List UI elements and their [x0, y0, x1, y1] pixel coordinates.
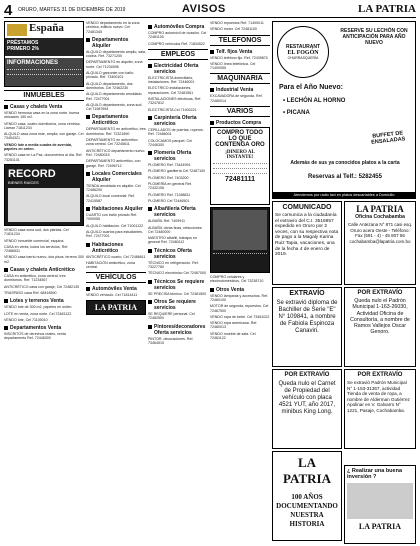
extra-text: Además de sus ya conocidos platos a la carta — [290, 160, 400, 166]
classified-ad: VENDO ropa americana. Ref. 72480013 — [210, 321, 258, 330]
category-header: Industrial Venta — [210, 87, 270, 93]
extravio-text: Se extravió diploma de Bachiller de Serie "E" N° 109841, a nombre de Fabiola Espinoza Canaviri. — [276, 300, 338, 334]
espana-loans-banner — [5, 38, 83, 56]
restaurant-logo-icon: RESTAURANT EL FOGÓN CHURRASQUERÍA — [277, 26, 329, 78]
category-header: Locales Comerciales Alquiler — [86, 171, 146, 183]
classified-ad: ALQUILO local comercial. Ref. 72415587 — [86, 194, 135, 203]
classified-ad: VENDO línea telefónica. Cel 71400055 — [210, 61, 256, 71]
extravio-text: Se extravió Padrón Municipal N° 1-153-31367, actividad Tienda de venta de ropa, a nombre de Alderman Gutiérrez Apolinar en V. Galvarro N° 1221, Pasaje, Cochabamba. — [347, 380, 410, 413]
category-bullet-icon — [148, 116, 152, 120]
por-extravio-ad — [272, 369, 342, 449]
espana-line: PRÉSTAMOS — [7, 40, 39, 46]
classified-ad: ELECTRICISTA Cel 71400221 — [148, 107, 197, 112]
classified-ad: PLOMERÍA en general Ref. 72432106 — [148, 182, 192, 191]
classified-ad: TIENDA amoblada en alquiler. Cel 72486200 — [86, 183, 141, 193]
category-header: Automóviles Compra — [148, 24, 208, 30]
cochabamba-office-ad — [344, 201, 416, 285]
classified-ad: VENDO casa zona sud, dos plantas. Cel 71811234 — [4, 227, 69, 237]
column-6 — [344, 201, 416, 451]
classified-ad: ALQUILO departamento, dos dormitorios. Cel 72462230 — [86, 81, 133, 90]
category-header: Lotes y terrenos Venta — [4, 298, 84, 304]
classified-ad: MOTOR de segunda, repuestos. Cel 72467500 — [210, 304, 269, 313]
extravio-ad — [272, 287, 342, 367]
classified-ad: DEPARTAMENTO en anticrético zona central. Cel 73245611 — [86, 138, 138, 147]
classified-ad: PLOMERO Ref. 71288811 — [148, 192, 191, 197]
category-bullet-icon — [86, 172, 90, 176]
extravio-title: POR EXTRAVÍO — [357, 372, 403, 378]
category-bullet-icon — [148, 25, 152, 29]
category-header: Departamentos Venta — [4, 325, 84, 331]
classified-ad: CASA en anticrético, zona central, tres dormitorios. Ref. 71234567 — [4, 274, 66, 283]
classified-ad: ANTICRÉTICO cuarto, Cel 72486611 — [86, 254, 146, 259]
comunicado-text: Se comunica a la ciudadanía el extravío del C.I. 3516957 expedido en Oruro por 2 veces, con su respectiva nota de pago a la Magaly Karina Ruiz Tapia, vacaciones, una de la fecha 4 de enero de 2019. — [275, 213, 339, 258]
column-4 — [210, 21, 270, 342]
classified-ad: ELECTRICISTA domiciliario, instalaciones. Ref. 72446001 — [148, 75, 195, 85]
informaciones-label: INFORMACIONES — [7, 60, 58, 66]
centenary-subtitle: 100 AÑOS DOCUMENTANDO NUESTRA HISTORIA — [276, 493, 338, 528]
section-empleos: EMPLEOS — [148, 49, 208, 60]
reserve-text: RESERVE SU LECHÓN CON ANTICIPACIÓN PARA AÑO NUEVO — [340, 28, 408, 46]
category-bullet-icon — [148, 64, 152, 68]
investment-question: ¿ Realizar una buena inversión ? — [347, 468, 403, 480]
classified-ad: TÉCNICO en refrigeración. Ref. 73227780 — [148, 260, 199, 270]
compro-photo — [213, 210, 267, 250]
category-header: Otros Se requiere servicios — [148, 299, 208, 311]
centenary-ad — [272, 451, 342, 541]
classified-ad: PINTOR, decoraciones. Ref. 73464515 — [148, 336, 194, 345]
section-telefonos: TELEFONOS — [210, 35, 270, 46]
category-header: Técnicos Oferta servicios — [148, 248, 208, 260]
classified-ad: VENDO mueble de sala. Cel 72461122 — [210, 331, 256, 341]
category-header: Habitaciones Alquiler — [86, 206, 146, 212]
classified-ad: SE PRECISA técnico. Cel 72481500 — [148, 291, 207, 296]
issue-date: ORURO, MARTES 31 DE DICIEMBRE DE 2019 — [18, 7, 126, 13]
category-bullet-icon — [86, 38, 90, 42]
category-header: Casas y chalets Venta — [4, 104, 84, 110]
category-bullet-icon — [86, 243, 90, 247]
office-title: Oficina Cochabamba — [355, 214, 405, 220]
page-header — [4, 2, 416, 18]
classified-ad: VENDO casa en La Paz, documentos al día. Ref. 73281101 — [4, 153, 83, 162]
category-header: Plomería Oferta servicios — [148, 150, 208, 162]
classified-ad: ANTICRÉTICO departamento nuevo. Ref. 72480015 — [86, 148, 146, 157]
por-extravio-ad — [344, 287, 416, 367]
category-bullet-icon — [86, 287, 90, 291]
classified-ad: DEPARTAMENTO anticrético, con garaje. Ref. 72496712 — [86, 159, 141, 168]
category-header: Casas y chalets Anticrético — [4, 267, 84, 273]
column-1 — [4, 21, 84, 343]
menu-item: • PICANA — [283, 110, 310, 116]
classified-ad: PLOMERO Ref. 7403200 — [148, 175, 189, 180]
category-bullet-icon — [148, 207, 152, 211]
espana-title: España — [29, 22, 64, 34]
category-bullet-icon — [86, 115, 90, 119]
compro-phone: 72481111 — [225, 176, 255, 184]
extravio-text: Queda nulo el Carnet de Propiedad del vehículo con placa 4521 YUT, año 2017, minibus King Long. — [278, 381, 336, 415]
classified-ad: VENDO inmueble comercial, esquina. — [4, 238, 65, 243]
classified-ad: VENDO lote a media cuadra de avenida, papeles en orden. — [4, 142, 72, 152]
record-title: RECORD — [8, 167, 56, 180]
classified-ad: TÉCNICO electrónico Cel 72467000 — [148, 271, 206, 276]
category-header: Automóviles Venta — [86, 286, 146, 292]
classified-ad: ALQUILO cuartos para estudiantes. Ref. 72477001 — [86, 229, 143, 239]
centenary-brand: LA PATRIA — [283, 455, 331, 486]
category-bullet-icon — [148, 249, 152, 253]
classified-ad: CUARTO con baño privado Ref. 7090055 — [86, 213, 138, 222]
newspaper-brand: LA PATRIA — [358, 3, 416, 15]
category-bullet-icon — [148, 280, 152, 284]
section-varios: VARIOS — [210, 106, 270, 117]
classified-ad: ELECTRICO instalaciones, reparaciones. Cel 72481561 — [148, 86, 194, 95]
category-header: Departamentos Anticrético — [86, 114, 146, 126]
section-inmuebles: INMUEBLES — [4, 90, 84, 101]
classified-ad: COLOCAMOS parquet. Cel 72446300 — [148, 138, 192, 147]
classified-ad: MAESTRO albañil, trabajos en general Ref. 72480112 — [148, 236, 197, 245]
category-bullet-icon — [148, 300, 152, 304]
classified-ad: CEPILLADOS de puertas, roperos. Ref. 72486001 — [148, 127, 204, 137]
classified-ad: COMPRO automóvil de ocasión. Cel 72481100 — [148, 31, 207, 40]
record-ad — [4, 164, 84, 226]
category-bullet-icon — [4, 299, 8, 303]
category-header: Habitaciones Anticrético — [86, 242, 146, 254]
category-bullet-icon — [210, 88, 214, 92]
classified-ad: VENDO lote de 300 m2, papeles en orden. — [4, 305, 73, 310]
extravio-title: POR EXTRAVÍO — [357, 290, 403, 296]
espana-logo-icon — [7, 24, 27, 36]
classified-ad: ALQUILO garzonier con baño privado. Ref. 73400101 — [86, 71, 134, 80]
category-header: Telf. fijos Venta — [210, 49, 270, 55]
comunicado-title: COMUNICADO — [282, 204, 332, 211]
buffet-text: BUFFET DE ENSALADAS — [370, 130, 406, 146]
classified-ad: INSTALACIONES eléctricas, Ref. 73247812 — [148, 97, 202, 106]
espana-info-banner — [5, 58, 83, 87]
investment-brand: LA PATRIA — [358, 522, 402, 531]
category-bullet-icon — [210, 288, 214, 292]
delivery-banner: Atendemos por radio taxi en platos descartables a Domicilio — [273, 192, 415, 198]
compro-dark-ad — [210, 207, 270, 273]
office-brand: LA PATRIA — [356, 204, 404, 214]
classified-ad: COMPRO vehículos Ref. 71834522 — [148, 41, 205, 46]
investment-ad — [344, 465, 416, 544]
column-3 — [148, 21, 208, 347]
classified-ad: EXCAVADORA de segunda. Ref. 72480014 — [210, 94, 263, 103]
category-header: Carpintería Oferta servicios — [148, 115, 208, 127]
compro-title: COMPRO TODO LO QUE CONTENGA ORO — [215, 130, 265, 149]
brand-box: LA PATRIA — [86, 300, 146, 315]
category-bullet-icon — [210, 50, 214, 54]
classified-ad: TRASPASO casa Ref. 68418590 — [4, 290, 57, 295]
classified-ad: HABITACIÓN anticrético, zona central. — [86, 260, 135, 270]
classified-ad: CASA en venta, todos los servicios, Ref. 72486531 — [4, 244, 69, 254]
category-bullet-icon — [148, 151, 152, 155]
record-subtitle: BIENES RAÍCES — [8, 179, 39, 185]
classified-ad: ALBAÑIL Ref. 7409911 — [148, 219, 185, 224]
classified-ad: COMPRO celulares y electrodomésticos, Cel 73238710 — [210, 275, 264, 284]
compro-subtitle: ¡DINERO AL INSTANTE! — [225, 150, 255, 161]
section-title: AVISOS — [182, 3, 226, 15]
espana-ad — [4, 21, 84, 87]
classified-ad: VENDO teléfono fijo. Ref. 72439870 — [210, 55, 268, 60]
classified-ad: ALQUILO departamento amplio, sala, cocina. Ref. 73271200 — [86, 49, 146, 59]
classified-ad: ALBAÑIL obras finas, refacciones. Cel 72480000 — [148, 225, 203, 234]
category-header: Otros Venta — [210, 287, 270, 293]
category-bullet-icon — [148, 325, 152, 329]
reservas-phone: Reservas al Telf.: 5282455 — [308, 174, 382, 180]
comunicado-ad — [272, 201, 342, 285]
ano-nuevo-heading: Para el Año Nuevo: — [279, 84, 343, 91]
category-bullet-icon — [210, 121, 214, 125]
classified-ad: PLOMERO Cel 72446501 — [148, 198, 190, 203]
extravio-title: EXTRAVÍO — [289, 290, 325, 297]
classified-ad: DEPARTAMENTO en anticrético, tres dormitorios. Ref. 72321890 — [86, 127, 146, 136]
column-2 — [86, 21, 146, 317]
category-header: Pintores/decoradores Oferta servicios — [148, 324, 208, 336]
classified-ad: VENDO repuestos Ref. 71400011 — [210, 21, 264, 25]
section-maquinaria: MAQUINARIA — [210, 73, 270, 84]
classified-ad: ALQUILO habitación. Cel 71001122 — [86, 223, 144, 228]
classified-ad: VENDO hermosa casa en la zona norte, buena ubicación 150 m2. — [4, 111, 80, 120]
classified-ad: ALQUILO departamento amoblado. Ref. 72477001 — [86, 92, 143, 101]
page-number: 4 — [4, 2, 13, 19]
classified-ad: LOTE en venta, zona norte. Cel 72481122 — [4, 311, 72, 316]
office-text: Calle Antezana N° 871 casi esq. Oruro acera Oeste - Teléfono: Fax (591 - 4) - 45 807 56 cochabamba@lapatria.com.bo — [347, 222, 413, 244]
category-header: Técnicos Se requiere servicios — [148, 279, 208, 291]
category-header: Albañilería Oferta servicios — [148, 206, 208, 218]
category-bullet-icon — [4, 326, 8, 330]
classified-ad: VENDO lámparas y accesorios. Ref. 72480100 — [210, 293, 269, 302]
restaurant-ad — [272, 21, 416, 199]
category-bullet-icon — [4, 268, 8, 272]
espana-line: PRIMERO 2% — [7, 46, 39, 52]
section-vehiculos: VEHÍCULOS — [86, 272, 146, 283]
classified-ad: PLOMERO gasfitería Cel 72487100 — [148, 169, 206, 174]
classified-ad: VENDO departamento en la zona céntrica, edificio nuevo. Cel 72481345 — [86, 21, 140, 34]
classified-ad: ALQUILO casa zona este, amplia, con garaje. Cel 73454321 — [4, 132, 84, 141]
column-5 — [272, 201, 342, 543]
classified-ad: VENDO ropa de bebé. Cel 73451022 — [210, 314, 270, 319]
investment-photo — [347, 483, 413, 519]
classified-ad: DEPARTAMENTO en alquiler, zona norte. Cel 71234598 — [86, 60, 143, 69]
category-header: Electricidad Oferta servicios — [148, 63, 208, 75]
por-extravio-ad — [344, 369, 416, 449]
classified-ad: VENDO vehículo. Cel 71814411 — [86, 293, 138, 298]
classified-ad: PLOMERO Ref. 73444991 — [148, 163, 191, 168]
extravio-text: Queda nulo el Padrón Municipal 1-163-26030, Actividad Oficina de Consultoría, a nombre de Ramos Vallejos Oscar Genoro. — [350, 298, 410, 336]
category-bullet-icon — [4, 105, 8, 109]
menu-item: • LECHÓN AL HORNO — [283, 98, 346, 104]
classified-ad: VENDO casa, cuatro dormitorios, zona céntrica. Llamar 71811234 — [4, 121, 81, 130]
classified-ad: VENDO casa barrio nuevo, dos pisos, terreno 300 m2. — [4, 255, 84, 264]
classified-ad: ANTICRÉTICO casa con garaje, Cel 72482135 — [4, 284, 80, 289]
extravio-title: POR EXTRAVÍO — [284, 372, 330, 378]
category-header: Productos Compra — [210, 120, 270, 126]
classified-ad: VENDO lote, Cel 71100010 — [4, 317, 48, 322]
classified-ad: SE REQUIERE personal. Cel 72482500 — [148, 311, 195, 321]
classified-ad: INSCRITOS de derechos reales, venta departamento Ref. 72446300 — [4, 332, 66, 341]
category-bullet-icon — [86, 207, 90, 211]
record-photo — [8, 188, 80, 222]
classified-ad: ALQUILO departamento, zona sud. Cel 71987654 — [86, 102, 143, 112]
classified-ad: VENDO motor. Cel 72481100 — [210, 27, 257, 32]
compro-oro-ad — [210, 127, 270, 205]
category-header: Departamentos Alquiler — [86, 37, 146, 49]
